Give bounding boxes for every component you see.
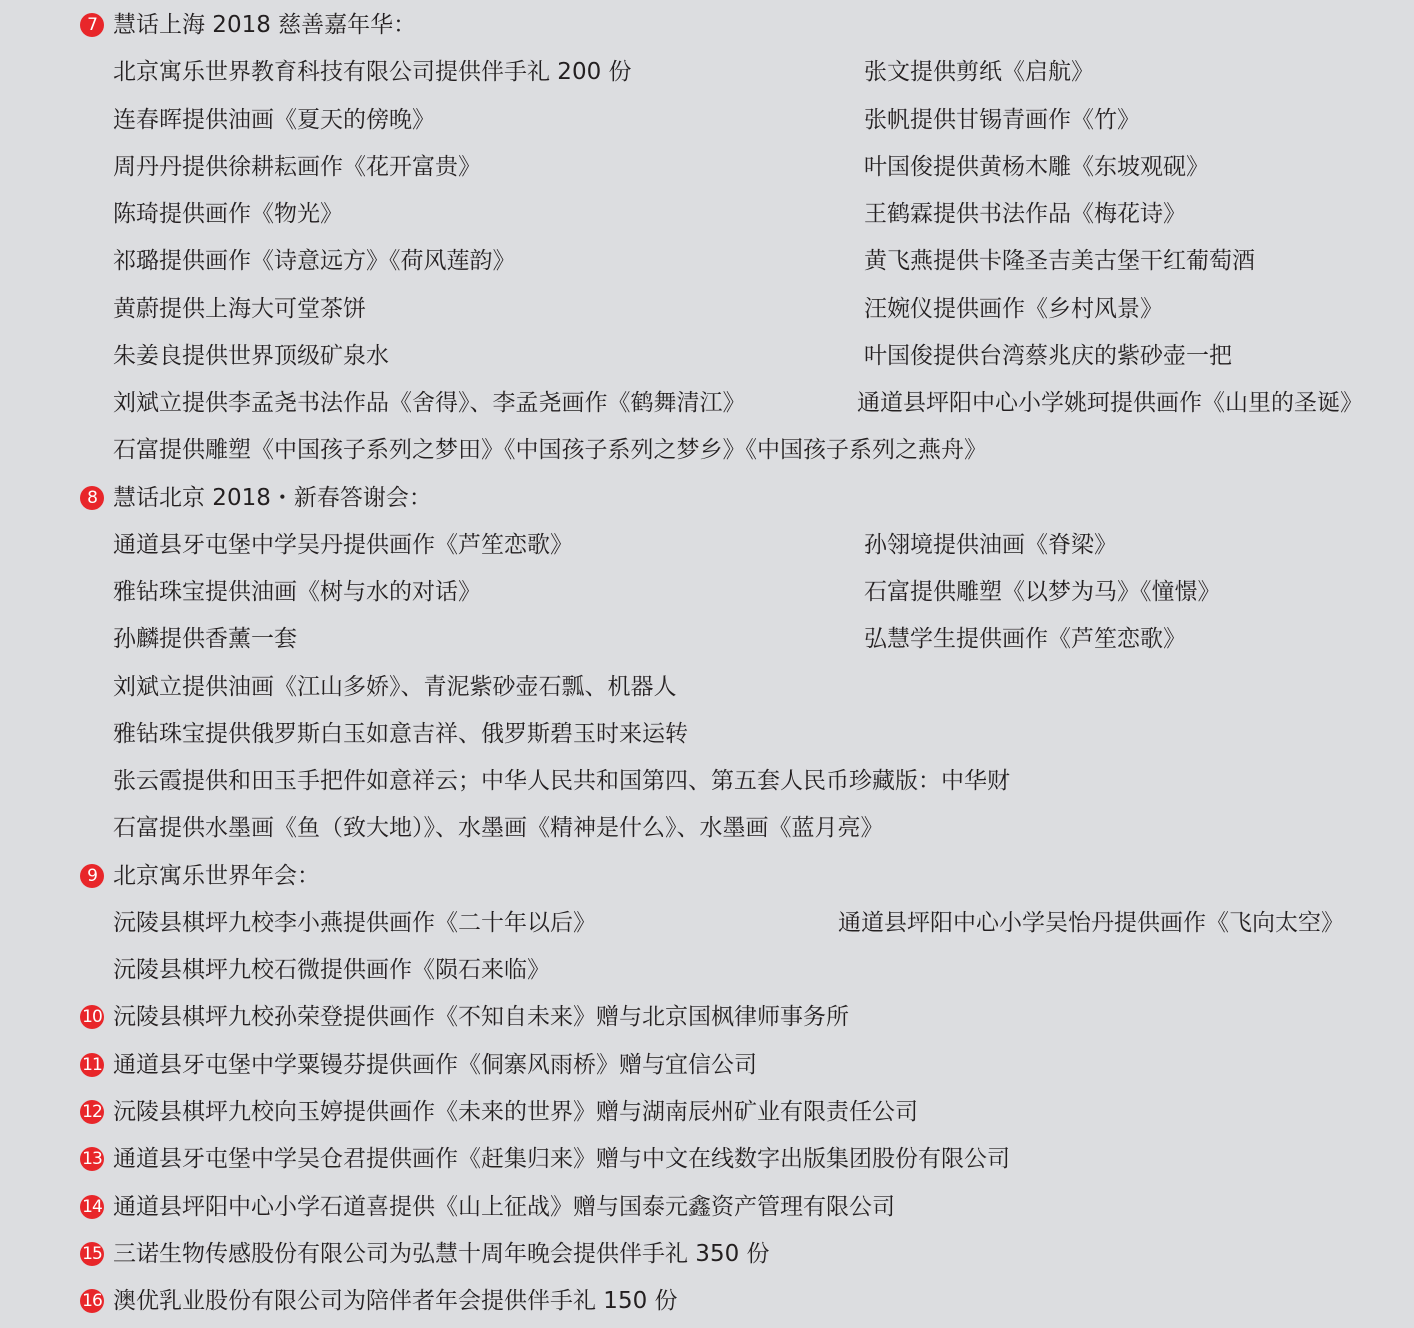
number-badge: 7 xyxy=(80,13,104,37)
item-text-left: 通道县牙屯堡中学吴丹提供画作《芦笙恋歌》 xyxy=(113,531,573,558)
list-item xyxy=(0,717,1414,751)
item-text-right: 黄飞燕提供卡隆圣吉美古堡干红葡萄酒 xyxy=(864,248,1255,275)
item-text-right: 叶国俊提供黄杨木雕《东坡观砚》 xyxy=(864,153,1209,180)
item-text-left: 孙麟提供香薰一套 xyxy=(113,626,297,653)
number-badge: 16 xyxy=(80,1289,104,1313)
item-text-left: 刘斌立提供油画《江山多娇》、青泥紫砂壶石瓢、机器人 xyxy=(113,673,677,700)
item-text-left: 通道县牙屯堡中学吴仓君提供画作《赶集归来》赠与中文在线数字出版集团股份有限公司 xyxy=(113,1146,1010,1173)
item-text-left: 澳优乳业股份有限公司为陪伴者年会提供伴手礼 150 份 xyxy=(113,1288,678,1315)
item-text-left: 慧话上海 2018 慈善嘉年华： xyxy=(113,12,417,38)
list-item xyxy=(0,244,1414,278)
number-badge: 12 xyxy=(80,1100,104,1124)
number-badge: 15 xyxy=(80,1242,104,1266)
item-text-left: 沅陵县棋坪九校孙荣登提供画作《不知自未来》赠与北京国枫律师事务所 xyxy=(113,1004,849,1031)
number-badge: 13 xyxy=(80,1147,104,1171)
number-badge: 14 xyxy=(80,1195,104,1219)
item-text-left: 石富提供雕塑《中国孩子系列之梦田》《中国孩子系列之梦乡》《中国孩子系列之燕舟》 xyxy=(113,437,987,464)
item-text-left: 北京寓乐世界年会： xyxy=(113,862,320,889)
list-item xyxy=(0,197,1414,231)
section-heading xyxy=(0,1095,1414,1129)
list-item xyxy=(0,386,1414,420)
item-text-right: 孙翎境提供油画《脊梁》 xyxy=(864,531,1117,558)
list-item xyxy=(0,575,1414,609)
number-badge: 9 xyxy=(80,864,104,888)
list-item xyxy=(0,811,1414,845)
list-item xyxy=(0,55,1414,89)
list-item xyxy=(0,622,1414,656)
section-heading xyxy=(0,1142,1414,1176)
item-text-left: 朱姜良提供世界顶级矿泉水 xyxy=(113,342,389,369)
list-item xyxy=(0,764,1414,798)
item-text-left: 慧话北京 2018・新春答谢会： xyxy=(113,484,432,511)
item-text-right: 张帆提供甘锡青画作《竹》 xyxy=(864,106,1140,133)
item-text-right: 汪婉仪提供画作《乡村风景》 xyxy=(864,295,1163,322)
item-text-right: 叶国俊提供台湾蔡兆庆的紫砂壶一把 xyxy=(864,342,1232,369)
item-text-left: 通道县牙屯堡中学粟镘芬提供画作《侗寨风雨桥》赠与宜信公司 xyxy=(113,1051,757,1078)
item-text-left: 沅陵县棋坪九校向玉婷提供画作《未来的世界》赠与湖南辰州矿业有限责任公司 xyxy=(113,1098,918,1125)
item-text-left: 沅陵县棋坪九校李小燕提供画作《二十年以后》 xyxy=(113,909,596,936)
list-item xyxy=(0,339,1414,373)
list-item xyxy=(0,292,1414,326)
item-text-left: 陈琦提供画作《物光》 xyxy=(113,201,343,228)
item-text-left: 黄蔚提供上海大可堂茶饼 xyxy=(113,295,366,322)
item-text-left: 祁璐提供画作《诗意远方》《荷风莲韵》 xyxy=(113,248,516,275)
number-badge: 11 xyxy=(80,1053,104,1077)
item-text-right: 弘慧学生提供画作《芦笙恋歌》 xyxy=(864,626,1186,653)
item-text-right: 通道县坪阳中心小学吴怡丹提供画作《飞向太空》 xyxy=(838,909,1344,936)
section-heading xyxy=(0,859,1414,893)
item-text-right: 通道县坪阳中心小学姚珂提供画作《山里的圣诞》 xyxy=(857,390,1363,417)
item-text-left: 雅钻珠宝提供油画《树与水的对话》 xyxy=(113,579,481,606)
section-heading xyxy=(0,1000,1414,1034)
item-text-right: 张文提供剪纸《启航》 xyxy=(864,59,1094,86)
section-heading xyxy=(0,8,1414,42)
section-heading xyxy=(0,1190,1414,1224)
item-text-left: 沅陵县棋坪九校石微提供画作《陨石来临》 xyxy=(113,957,550,984)
item-text-left: 刘斌立提供李孟尧书法作品《舍得》、李孟尧画作《鹤舞清江》 xyxy=(113,390,746,417)
number-badge: 8 xyxy=(80,486,104,510)
list-item xyxy=(0,953,1414,987)
section-heading xyxy=(0,481,1414,515)
number-badge: 10 xyxy=(80,1005,104,1029)
item-text-left: 通道县坪阳中心小学石道喜提供《山上征战》赠与国泰元鑫资产管理有限公司 xyxy=(113,1193,895,1220)
list-item xyxy=(0,433,1414,467)
item-text-right: 石富提供雕塑《以梦为马》《憧憬》 xyxy=(864,579,1221,606)
item-text-left: 周丹丹提供徐耕耘画作《花开富贵》 xyxy=(113,153,481,180)
item-text-left: 石富提供水墨画《鱼（致大地）》、水墨画《精神是什么》、水墨画《蓝月亮》 xyxy=(113,815,884,842)
section-heading xyxy=(0,1237,1414,1271)
list-item xyxy=(0,103,1414,137)
item-text-left: 三诺生物传感股份有限公司为弘慧十周年晚会提供伴手礼 350 份 xyxy=(113,1240,770,1267)
item-text-left: 北京寓乐世界教育科技有限公司提供伴手礼 200 份 xyxy=(113,59,632,86)
item-text-left: 连春晖提供油画《夏天的傍晚》 xyxy=(113,106,435,133)
list-item xyxy=(0,670,1414,704)
item-text-left: 雅钻珠宝提供俄罗斯白玉如意吉祥、俄罗斯碧玉时来运转 xyxy=(113,720,688,747)
section-heading xyxy=(0,1284,1414,1318)
item-text-right: 王鹤霖提供书法作品《梅花诗》 xyxy=(864,201,1186,228)
list-item xyxy=(0,906,1414,940)
item-text-left: 张云霞提供和田玉手把件如意祥云；中华人民共和国第四、第五套人民币珍藏版：中华财 xyxy=(113,768,1010,795)
section-heading xyxy=(0,1048,1414,1082)
list-item xyxy=(0,150,1414,184)
list-item xyxy=(0,528,1414,562)
